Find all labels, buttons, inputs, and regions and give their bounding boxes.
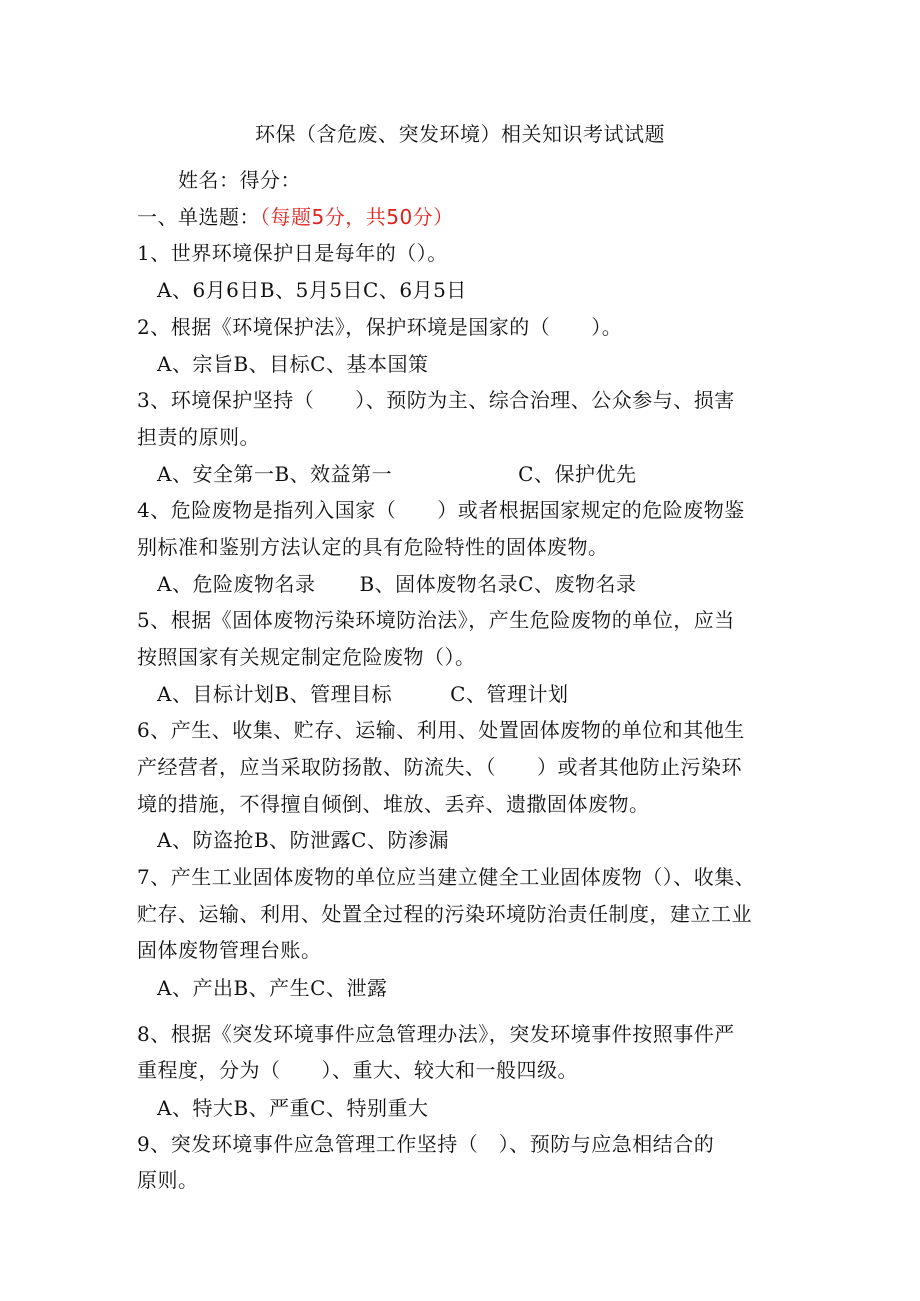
question-8-text-cont: 重程度，分为（ ）、重大、较大和一般四级。 xyxy=(137,1058,578,1082)
section-label: 一、单选题： xyxy=(137,205,260,229)
question-6-text-cont-2: 境的措施，不得擅自倾倒、堆放、丢弃、遗撒固体废物。 xyxy=(137,792,650,816)
section-score-note: （每题5分，共50分） xyxy=(260,205,454,229)
question-3-text-cont: 担责的原则。 xyxy=(137,425,260,449)
question-5-text-cont: 按照国家有关规定制定危险废物（）。 xyxy=(137,645,476,669)
question-6-text: 6、产生、收集、贮存、运输、利用、处置固体废物的单位和其他生 xyxy=(137,718,745,742)
question-1-text: 1、世界环境保护日是每年的（）。 xyxy=(137,241,448,265)
name-score-line: 姓名：得分： xyxy=(178,168,301,192)
question-4-options xyxy=(157,572,636,596)
exam-title: 环保（含危废、突发环境）相关知识考试试题 xyxy=(255,122,665,146)
question-3-option-ab: A、安全第一B、效益第一 xyxy=(157,462,393,486)
question-3-options xyxy=(157,462,636,486)
question-9-text: 9、突发环境事件应急管理工作坚持（ ）、预防与应急相结合的 xyxy=(137,1132,715,1156)
question-5-option-ab: A、目标计划B、管理目标 xyxy=(157,682,393,706)
question-3-text: 3、环境保护坚持（ ）、预防为主、综合治理、公众参与、损害 xyxy=(137,388,735,412)
question-3-option-c: C、保护优先 xyxy=(518,462,637,486)
question-5-text: 5、根据《固体废物污染环境防治法》，产生危险废物的单位，应当 xyxy=(137,608,735,632)
question-2-options: A、宗旨B、目标C、基本国策 xyxy=(157,352,429,376)
question-6-text-cont-1: 产经营者，应当采取防扬散、防流失、（ ）或者其他防止污染环 xyxy=(137,755,742,779)
question-7-text: 7、产生工业固体废物的单位应当建立健全工业固体废物（）、收集、 xyxy=(137,865,756,889)
question-9-text-cont: 原则。 xyxy=(137,1168,199,1192)
question-5-option-c: C、管理计划 xyxy=(450,682,569,706)
question-7-text-cont-2: 固体废物管理台账。 xyxy=(137,938,322,962)
section-header xyxy=(137,205,454,229)
question-1-options: A、6月6日B、5月5日C、6月5日 xyxy=(157,278,467,302)
question-2-text: 2、根据《环境保护法》，保护环境是国家的（ ）。 xyxy=(137,315,623,339)
question-7-text-cont-1: 贮存、运输、利用、处置全过程的污染环境防治责任制度，建立工业 xyxy=(137,902,752,926)
question-7-options: A、产出B、产生C、泄露 xyxy=(157,976,388,1000)
question-4-text: 4、危险废物是指列入国家（ ）或者根据国家规定的危险废物鉴 xyxy=(137,498,745,522)
question-4-text-cont: 别标准和鉴别方法认定的具有危险特性的固体废物。 xyxy=(137,535,609,559)
question-5-options xyxy=(157,682,568,706)
question-8-options: A、特大B、严重C、特别重大 xyxy=(157,1096,429,1120)
question-6-options: A、防盗抢B、防泄露C、防渗漏 xyxy=(157,828,449,852)
question-8-text: 8、根据《突发环境事件应急管理办法》，突发环境事件按照事件严 xyxy=(137,1022,735,1046)
question-4-option-bc: B、固体废物名录C、废物名录 xyxy=(359,572,637,596)
question-4-option-a: A、危险废物名录 xyxy=(157,572,316,596)
